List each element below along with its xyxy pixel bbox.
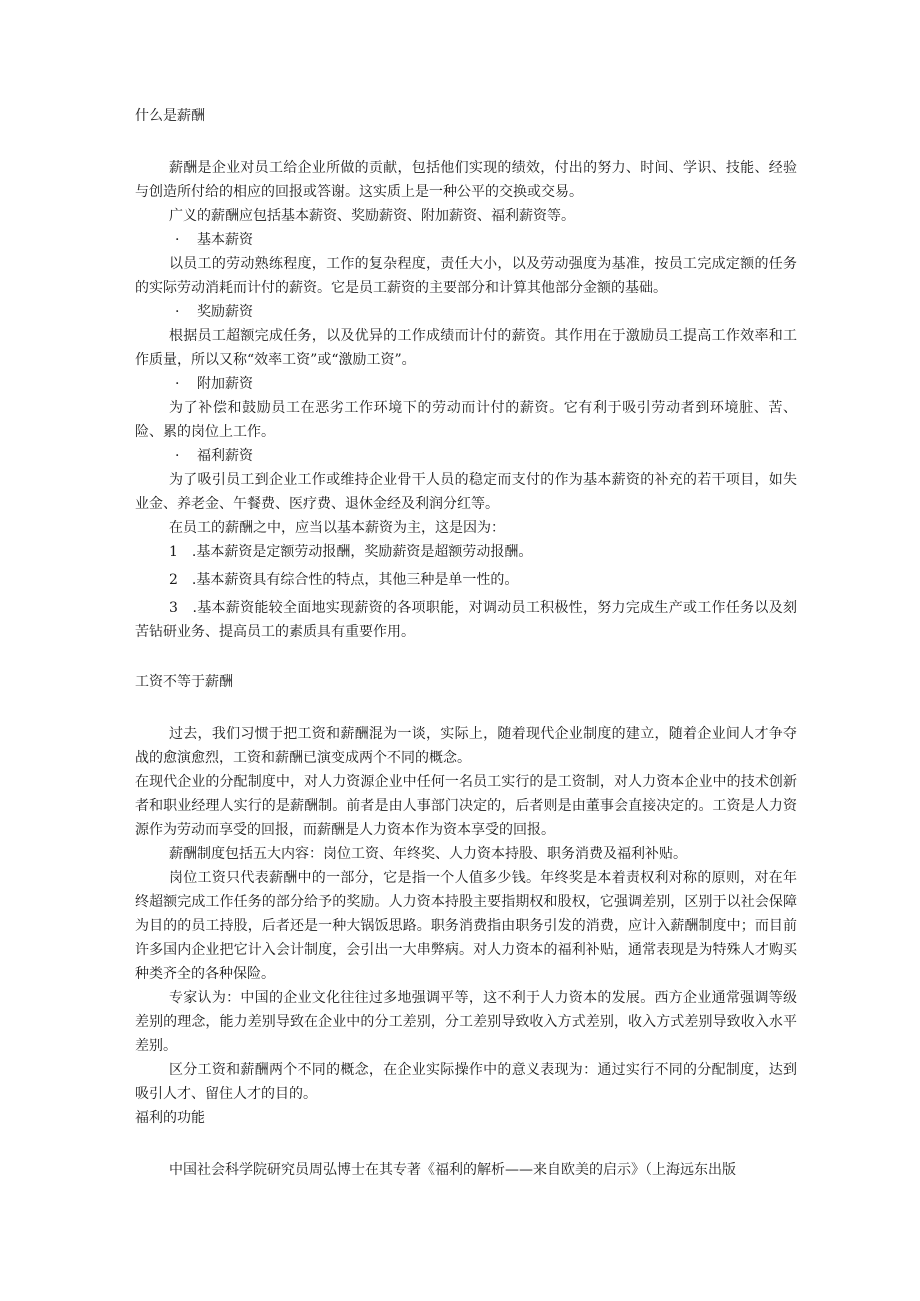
paragraph: 在现代企业的分配制度中，对人力资源企业中任何一名员工实行的是工资制，对人力资本企业中的技术创新者和职业经理人实行的是薪酬制。前者是由人事部门决定的，后者则是由董事会直接决定的。工资是人力资源作为劳动而享受的回报，而薪酬是人力资本作为资本享受的回报。 <box>135 774 797 838</box>
bullet-label: 奖励薪资 <box>197 304 253 320</box>
document-page <box>135 104 797 1182</box>
numbered-item: 3 .基本薪资能较全面地实现薪资的各项职能，对调动员工积极性，努力完成生产或工作任务以及刻苦钻研业务、提高员工的素质具有重要作用。 <box>135 600 797 640</box>
paragraph: 在员工的薪酬之中，应当以基本薪资为主，这是因为： <box>169 520 505 536</box>
paragraph: 为了补偿和鼓励员工在恶劣工作环境下的劳动而计付的薪资。它有利于吸引劳动者到环境脏、苦、险、累的岗位上工作。 <box>135 400 797 440</box>
bullet-label: 福利薪资 <box>197 448 253 464</box>
paragraph: 为了吸引员工到企业工作或维持企业骨干人员的稳定而支付的作为基本薪资的补充的若干项目，如失业金、养老金、午餐费、医疗费、退休金经及利润分红等。 <box>135 472 797 512</box>
bullet-item-additional-salary <box>135 372 797 396</box>
spacer <box>135 644 797 670</box>
bullet-label: 基本薪资 <box>197 232 253 248</box>
numbered-item: 2 .基本薪资具有综合性的特点，其他三种是单一性的。 <box>169 572 519 588</box>
paragraph: 根据员工超额完成任务，以及优异的工作成绩而计付的薪资。其作用在于激励员工提高工作效率和工作质量，所以又称“效率工资”或“激励工资”。 <box>135 328 797 368</box>
section-title-wage-not-salary: 工资不等于薪酬 <box>135 674 233 690</box>
paragraph: 区分工资和薪酬两个不同的概念，在企业实际操作中的意义表现为：通过实行不同的分配制度，达到吸引人才、留住人才的目的。 <box>135 1062 797 1102</box>
paragraph: 中国社会科学院研究员周弘博士在其专著《福利的解析——来自欧美的启示》（上海远东出版 <box>169 1162 736 1178</box>
bullet-icon: · <box>175 448 180 464</box>
section-title-welfare-function: 福利的功能 <box>135 1110 205 1126</box>
paragraph: 专家认为：中国的企业文化往往过多地强调平等，这不利于人力资本的发展。西方企业通常强调等级差别的理念，能力差别导致在企业中的分工差别，分工差别导致收入方式差别，收入方式差别导致收入水平差别。 <box>135 990 797 1054</box>
spacer <box>135 694 797 722</box>
paragraph: 广义的薪酬应包括基本薪资、奖励薪资、附加薪资、福利薪资等。 <box>169 208 575 224</box>
bullet-icon: · <box>175 304 180 320</box>
bullet-label: 附加薪资 <box>197 376 253 392</box>
bullet-item-welfare-salary <box>135 444 797 468</box>
paragraph: 岗位工资只代表薪酬中的一部分，它是指一个人值多少钱。年终奖是本着责权利对称的原则，对在年终超额完成工作任务的部分给予的奖励。人力资本持股主要指期权和股权，它强调差别，区别于以社会保障为目的的员工持股，后者还是一种大锅饭思路。职务消费指由职务引发的消费，应计入薪酬制度中；而目前许多国内企业把它计入会计制度，会引出一大串弊病。对人力资本的福利补贴，通常表现是为特殊人才购买种类齐全的各种保险。 <box>135 870 797 982</box>
paragraph: 过去，我们习惯于把工资和薪酬混为一谈，实际上，随着现代企业制度的建立，随着企业间人才争夺战的愈演愈烈，工资和薪酬已演变成两个不同的概念。 <box>135 726 797 766</box>
spacer <box>135 1130 797 1158</box>
bullet-item-basic-salary <box>135 228 797 252</box>
paragraph: 以员工的劳动熟练程度，工作的复杂程度，责任大小，以及劳动强度为基准，按员工完成定额的任务的实际劳动消耗而计付的薪资。它是员工薪资的主要部分和计算其他部分金额的基础。 <box>135 256 797 296</box>
section-title-what-is-salary: 什么是薪酬 <box>135 108 205 124</box>
paragraph: 薪酬制度包括五大内容：岗位工资、年终奖、人力资本持股、职务消费及福利补贴。 <box>169 846 687 862</box>
bullet-item-bonus-salary <box>135 300 797 324</box>
paragraph: 薪酬是企业对员工给企业所做的贡献，包括他们实现的绩效，付出的努力、时间、学识、技能、经验与创造所付给的相应的回报或答谢。这实质上是一种公平的交换或交易。 <box>135 160 797 200</box>
bullet-icon: · <box>175 232 180 248</box>
spacer <box>135 128 797 156</box>
numbered-item: 1 .基本薪资是定额劳动报酬，奖励薪资是超额劳动报酬。 <box>169 544 533 560</box>
bullet-icon: · <box>175 376 180 392</box>
